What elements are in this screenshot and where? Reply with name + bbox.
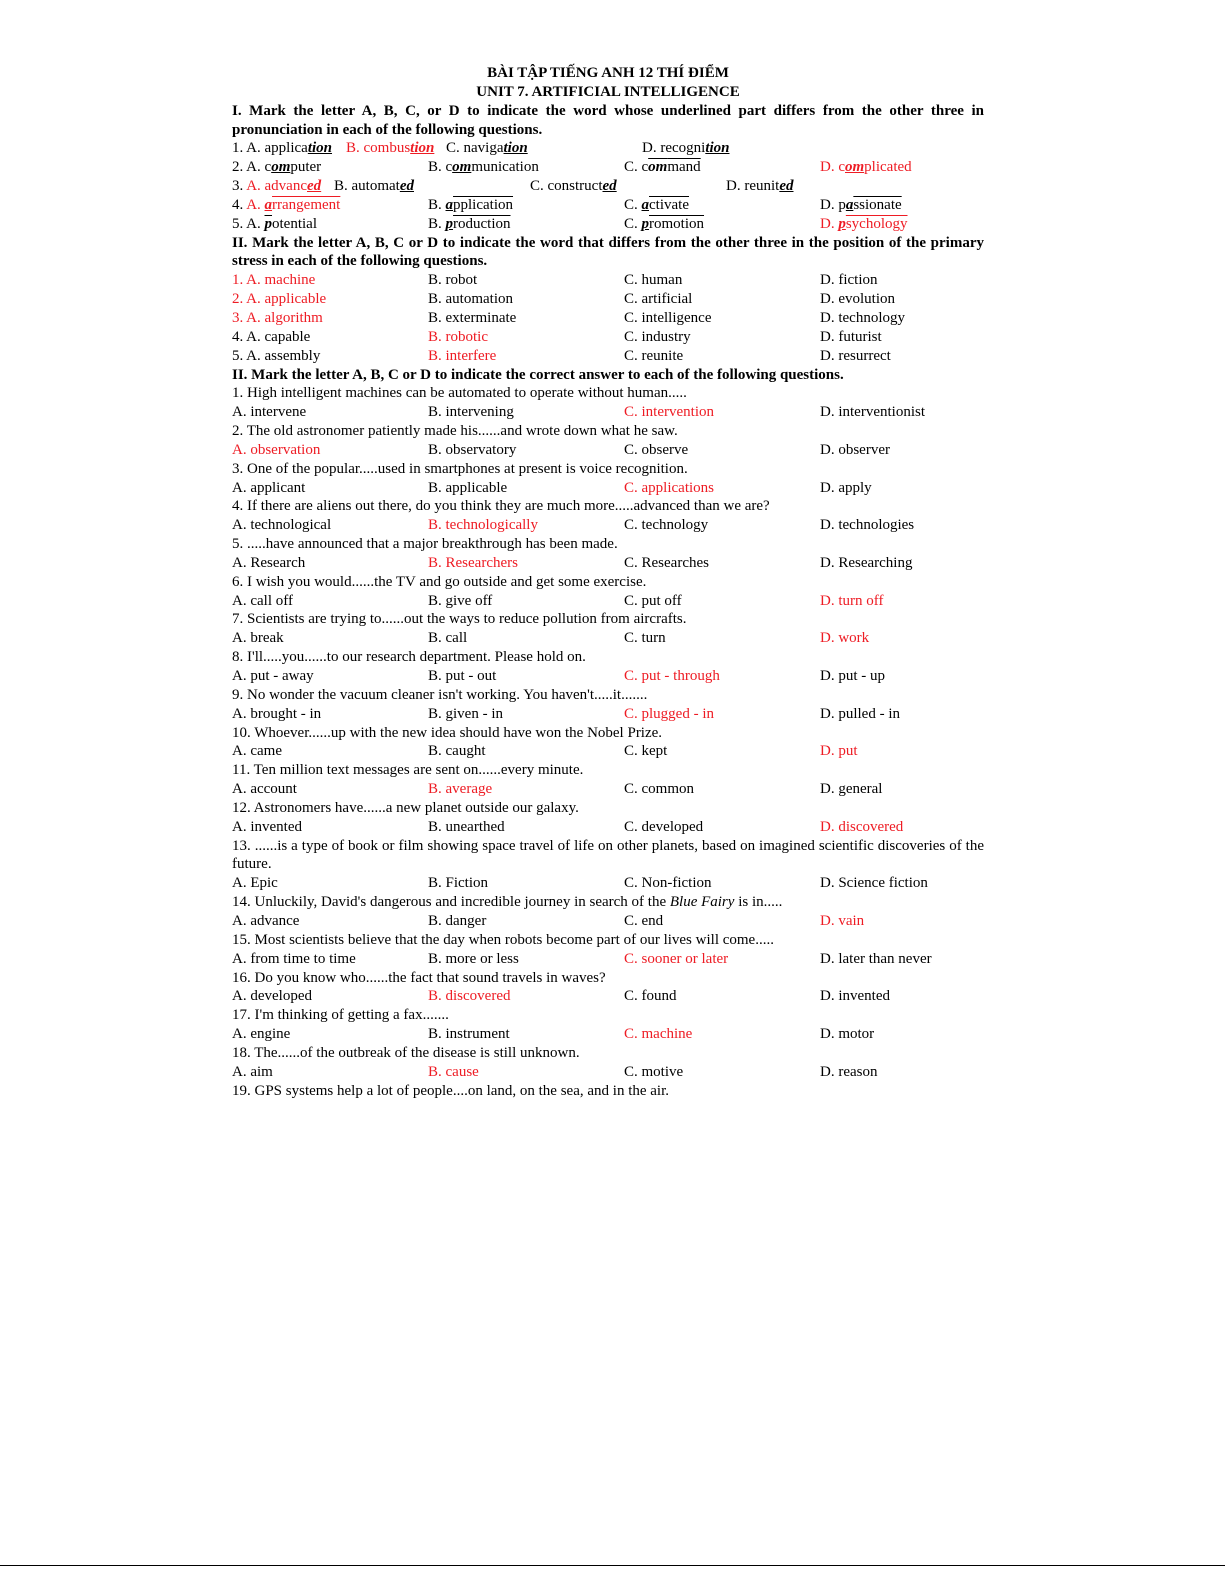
option-c: C. end <box>624 912 664 929</box>
answer-options <box>232 1063 984 1082</box>
option-c: C. found <box>624 988 677 1005</box>
section-1-instruction: I. Mark the letter A, B, C, or D to indicate the word whose underlined part differs from the other three in pronunciation in each of the following questions. <box>232 102 984 138</box>
option-c: C. kept <box>624 743 668 760</box>
option-b: B. exterminate <box>428 309 517 326</box>
option-b: B. danger <box>428 912 487 929</box>
option-c: C. reunite <box>624 347 684 364</box>
option-d: D. evolution <box>820 291 895 308</box>
answer-options <box>232 950 984 969</box>
option-d: D. passionate <box>820 196 902 213</box>
option-c: C. activate <box>624 196 689 213</box>
option-a: A. applicant <box>232 479 306 496</box>
question-text: 17. I'm thinking of getting a fax....... <box>232 1007 449 1024</box>
answer-options <box>232 780 984 799</box>
option-c: C. intelligence <box>624 309 712 326</box>
option-a-answer: A. observation <box>232 441 321 458</box>
option-a: A. advance <box>232 912 300 929</box>
question-text: 13. ......is a type of book or film showing space travel of life on other planets, based on imagined scientific discoveries of the future. <box>232 837 984 873</box>
option-c-answer: C. applications <box>624 479 714 496</box>
stress-question-5 <box>232 347 984 366</box>
question-text: 2. The old astronomer patiently made his......and wrote down what he saw. <box>232 423 678 440</box>
question-text: 12. Astronomers have......a new planet outside our galaxy. <box>232 799 579 816</box>
option-d: D. Science fiction <box>820 875 928 892</box>
option-a: A. aim <box>232 1063 273 1080</box>
option-d-answer: D. put <box>820 743 858 760</box>
option-d: D. fiction <box>820 272 878 289</box>
answer-options <box>232 516 984 535</box>
option-b: B. unearthed <box>428 818 505 835</box>
option-d: D. reason <box>820 1063 878 1080</box>
option-c: C. turn <box>624 630 666 647</box>
option-b-answer: B. discovered <box>428 988 511 1005</box>
question-text: 4. If there are aliens out there, do you think they are much more.....advanced than we are? <box>232 498 770 515</box>
option-b-answer: B. combustion <box>346 140 435 157</box>
option-d: D. Researching <box>820 554 913 571</box>
question-text: 1. High intelligent machines can be automated to operate without human..... <box>232 385 687 402</box>
unit-title: UNIT 7. ARTIFICIAL INTELLIGENCE <box>476 83 740 100</box>
option-c: C. Researches <box>624 554 709 571</box>
option-a-answer: 4. A. arrangement <box>232 196 341 213</box>
option-a: 5. A. $\overline{p}otential$ <box>232 215 318 232</box>
option-c: C. industry <box>624 328 691 345</box>
answer-options <box>232 554 984 573</box>
pron-question-3 <box>232 177 984 196</box>
pron-question-5 <box>232 215 984 234</box>
option-d: D. general <box>820 781 883 798</box>
answer-options <box>232 1025 984 1044</box>
option-a: A. developed <box>232 988 312 1005</box>
option-d: D. later than never <box>820 950 932 967</box>
option-c: C. constructed <box>530 178 617 195</box>
option-a: A. brought - in <box>232 705 322 722</box>
option-b: B. application <box>428 196 514 213</box>
option-b: B. given - in <box>428 705 503 722</box>
option-b: B. communication <box>428 159 539 176</box>
answer-options <box>232 403 984 422</box>
answer-options <box>232 629 984 648</box>
answer-options <box>232 987 984 1006</box>
option-b: B. more or less <box>428 950 519 967</box>
option-b: B. Fiction <box>428 875 489 892</box>
question-text: 19. GPS systems help a lot of people....on land, on the sea, and in the air. <box>232 1082 670 1099</box>
page-title: BÀI TẬP TIẾNG ANH 12 THÍ ĐIỂM <box>487 65 729 81</box>
question-text: 8. I'll.....you......to our research department. Please hold on. <box>232 649 586 666</box>
option-c: C. artificial <box>624 291 693 308</box>
option-d-answer: D. complicated <box>820 159 912 176</box>
option-a: A. account <box>232 781 297 798</box>
option-d-answer: D. turn off <box>820 592 884 609</box>
option-d-answer: D. discovered <box>820 818 904 835</box>
option-a: 2. A. computer <box>232 159 322 176</box>
option-d: D. reunited <box>726 178 794 195</box>
option-a: A. Epic <box>232 875 278 892</box>
question-text: 11. Ten million text messages are sent on......every minute. <box>232 762 584 779</box>
option-b: B. automated <box>334 178 414 195</box>
option-a: A. technological <box>232 517 332 534</box>
option-c: C. observe <box>624 441 689 458</box>
option-b: B. intervening <box>428 404 514 421</box>
question-text: 10. Whoever......up with the new idea should have won the Nobel Prize. <box>232 724 663 741</box>
question-text: 9. No wonder the vacuum cleaner isn't working. You haven't.....it....... <box>232 686 648 703</box>
section-2-instruction: II. Mark the letter A, B, C or D to indicate the word that differs from the other three in the position of the primary stress in each of the following questions. <box>232 234 984 270</box>
option-b-answer: B. interfere <box>428 347 497 364</box>
answer-options <box>232 441 984 460</box>
option-b: B. automation <box>428 291 513 308</box>
option-c-answer: C. plugged - in <box>624 705 714 722</box>
option-d: D. recognition <box>642 140 730 157</box>
option-a: 4. A. capable <box>232 328 311 345</box>
option-a: A. break <box>232 630 284 647</box>
question-text: 16. Do you know who......the fact that sound travels in waves? <box>232 969 606 986</box>
option-d: D. futurist <box>820 328 882 345</box>
option-c-answer: C. sooner or later <box>624 950 729 967</box>
question-text: 18. The......of the outbreak of the disease is still unknown. <box>232 1044 580 1061</box>
option-a: 1. A. application <box>232 140 333 157</box>
option-d: D. motor <box>820 1026 875 1043</box>
option-d: D. technologies <box>820 517 915 534</box>
option-c: C. $c\overline{om}mand$ <box>624 159 701 176</box>
option-c-answer: C. machine <box>624 1026 693 1043</box>
option-c-answer: C. put - through <box>624 668 720 684</box>
stress-question-1 <box>232 271 984 290</box>
option-d: D. observer <box>820 441 890 458</box>
section-3-instruction: II. Mark the letter A, B, C or D to indicate the correct answer to each of the following questions. <box>232 366 844 383</box>
option-b: B. call <box>428 630 468 647</box>
option-a: A. invented <box>232 818 302 835</box>
option-c: C. technology <box>624 517 709 534</box>
option-d: D. put - up <box>820 668 885 684</box>
stress-question-4 <box>232 328 984 347</box>
option-a-answer: 3. A. algorithm <box>232 309 323 326</box>
option-c: C. common <box>624 781 694 798</box>
option-d: D. technology <box>820 309 905 326</box>
option-b: B. observatory <box>428 441 517 458</box>
answer-options <box>232 705 984 724</box>
stress-question-3 <box>232 309 984 328</box>
option-b: B. instrument <box>428 1026 510 1043</box>
option-a-answer: 3. A. advanced <box>232 178 322 195</box>
option-d: D. apply <box>820 479 872 496</box>
option-a: A. from time to time <box>232 950 356 967</box>
option-b-answer: B. Researchers <box>428 554 518 571</box>
option-b: B. robot <box>428 272 478 289</box>
answer-options <box>232 742 984 761</box>
option-d: D. pulled - in <box>820 705 900 722</box>
option-a-answer: 2. A. applicable <box>232 291 327 308</box>
option-a: A. came <box>232 743 282 760</box>
option-c: C. developed <box>624 818 704 835</box>
option-a-answer: 1. A. machine <box>232 272 316 289</box>
pron-question-2 <box>232 158 984 177</box>
option-b: B. applicable <box>428 479 508 496</box>
question-text: 14. Unluckily, David's dangerous and incredible journey in search of the Blue Fairy is in..... <box>232 894 783 911</box>
option-d-answer: D. vain <box>820 912 865 929</box>
worksheet <box>232 64 984 1100</box>
option-c: C. navigation <box>446 140 528 157</box>
option-d: D. interventionist <box>820 404 925 421</box>
option-b-answer: B. cause <box>428 1063 479 1080</box>
option-b-answer: B. average <box>428 781 493 798</box>
answer-options <box>232 667 984 686</box>
option-c: C. human <box>624 272 683 289</box>
option-b: B. put - out <box>428 668 497 684</box>
question-text: 7. Scientists are trying to......out the ways to reduce pollution from aircrafts. <box>232 611 687 628</box>
option-c: C. put off <box>624 592 682 609</box>
answer-options <box>232 592 984 611</box>
option-d: D. resurrect <box>820 347 891 364</box>
answer-options <box>232 874 984 893</box>
question-text: 5. .....have announced that a major breakthrough has been made. <box>232 536 618 553</box>
option-a: 5. A. assembly <box>232 347 321 364</box>
question-text: 3. One of the popular.....used in smartphones at present is voice recognition. <box>232 460 688 477</box>
page-bottom-rule <box>0 1565 1225 1566</box>
answer-options <box>232 912 984 931</box>
answer-options <box>232 818 984 837</box>
option-a: A. put - away <box>232 668 314 684</box>
option-b: B. give off <box>428 592 493 609</box>
option-d-answer: D. work <box>820 630 870 647</box>
question-text: 15. Most scientists believe that the day when robots become part of our lives will come..... <box>232 931 774 948</box>
option-a: A. call off <box>232 592 293 609</box>
option-d: D. invented <box>820 988 890 1005</box>
answer-options <box>232 479 984 498</box>
stress-question-2 <box>232 290 984 309</box>
option-b-answer: B. technologically <box>428 517 538 534</box>
pron-question-1 <box>232 139 984 158</box>
option-a: A. engine <box>232 1026 291 1043</box>
option-b: B. caught <box>428 743 486 760</box>
option-a: A. intervene <box>232 404 307 421</box>
option-c: C. promotion <box>624 215 705 232</box>
option-a: A. Research <box>232 554 306 571</box>
option-b-answer: B. robotic <box>428 328 488 345</box>
option-d-answer: D. psychology <box>820 215 908 232</box>
pron-question-4 <box>232 196 984 215</box>
option-c: C. Non-fiction <box>624 875 712 892</box>
question-text: 6. I wish you would......the TV and go outside and get some exercise. <box>232 573 647 590</box>
option-c-answer: C. intervention <box>624 404 714 421</box>
option-b: B. production <box>428 215 511 232</box>
option-c: C. motive <box>624 1063 684 1080</box>
